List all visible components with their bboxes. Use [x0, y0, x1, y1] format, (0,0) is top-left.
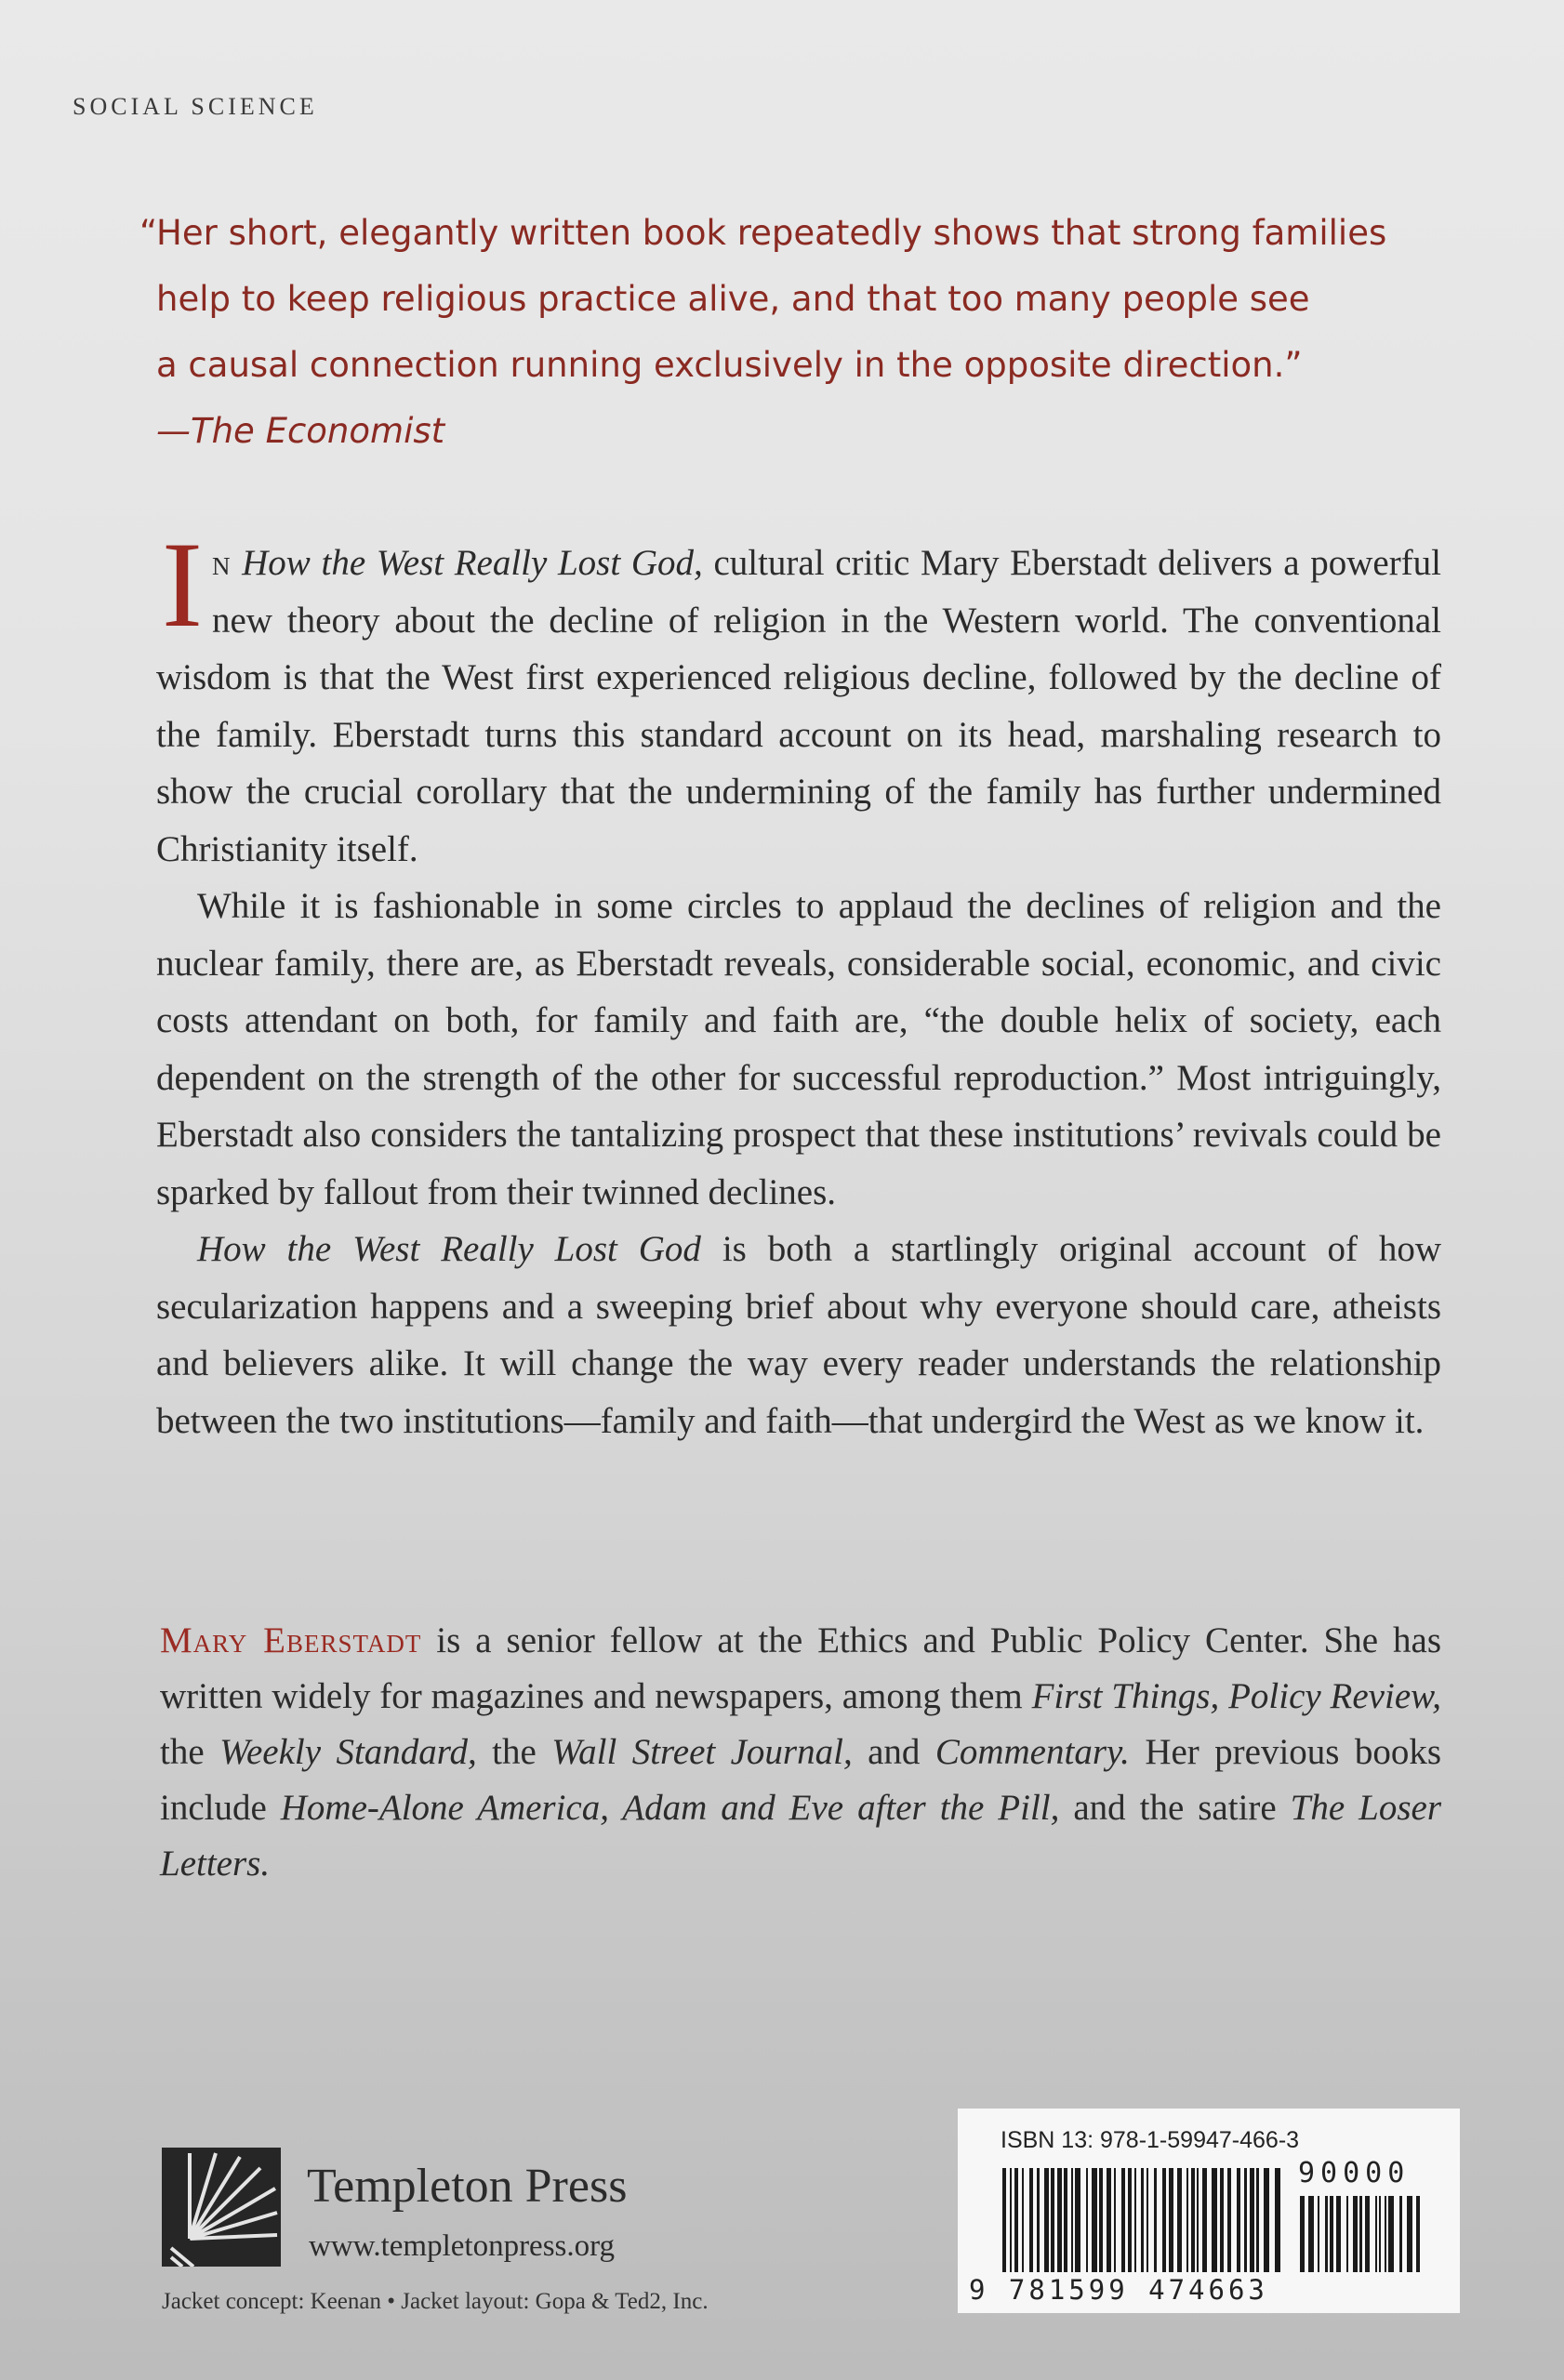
book-title: How the West Really Lost God, — [242, 543, 703, 583]
bio-text: and — [868, 1732, 921, 1772]
bio-text: the — [160, 1732, 205, 1772]
review-quote — [139, 200, 1395, 464]
paragraph-text: cultural critic Mary Eberstadt delivers a powerful new theory about the decline of religion in the Western world. The conventional wisdom is that the West first experienced religious decline, followed by the decline of the family. Eberstadt turns this standard account on its head, marshaling research to show the crucial corollary that the undermining of the family has further undermined Christianity itself. — [156, 543, 1442, 869]
publication-title: Wall Street Journal, — [551, 1732, 853, 1772]
book-title: Home-Alone America, Adam and Eve after the Pill, — [280, 1788, 1060, 1828]
paragraph-text: is both a startlingly original account of how secularization happens and a sweeping brief about why everyone should care, atheists and believers alike. It will change the way every reader understands the relationship between the two institutions—family and faith—that undergird the West as we know it. — [156, 1229, 1442, 1441]
barcode-digits: 9 781599 474663 — [969, 2274, 1268, 2306]
description-paragraph: While it is fashionable in some circles to applaud the declines of religion and the nuclear family, there are, as Eberstadt reveals, considerable social, economic, and civic costs attendant on both, for family and faith are, “the double helix of society, each dependent on the strength of the other for successful reproduction.” Most intriguingly, Eberstadt also considers the tantalizing prospect that these institutions’ revivals could be sparked by fallout from their twinned declines. — [156, 886, 1441, 1212]
publication-title: Policy Review, — [1228, 1676, 1442, 1716]
quote-line: “Her short, elegantly written book repeatedly shows that strong families — [139, 213, 1387, 253]
book-description — [156, 516, 1442, 1449]
author-name: Mary Eberstadt — [160, 1620, 422, 1660]
jacket-credits: Jacket concept: Keenan • Jacket layout: Gopa & Ted2, Inc. — [162, 2289, 709, 2314]
publisher-block — [162, 2148, 813, 2287]
bio-text: the — [492, 1732, 537, 1772]
price-code: 90000 — [1298, 2157, 1411, 2189]
bio-text: is a senior fellow at the Ethics and Public Policy Center. She has written widely for magazines and newspapers, among them — [160, 1620, 1442, 1716]
publisher-name: Templeton Press — [307, 2160, 628, 2213]
lead-in: n — [211, 543, 232, 583]
publisher-url[interactable]: www.templetonpress.org — [309, 2229, 616, 2263]
templeton-sunburst-icon — [162, 2148, 281, 2267]
book-title: The Loser Letters. — [160, 1788, 1441, 1884]
quote-line: help to keep religious practice alive, and that too many people see — [156, 279, 1310, 319]
book-title: How the West Really Lost God — [197, 1229, 701, 1269]
description-paragraph — [156, 516, 1442, 878]
drop-cap: I — [162, 516, 203, 653]
quote-attribution: —The Economist — [156, 411, 445, 451]
bio-text: Her previous books include — [160, 1732, 1442, 1828]
publication-title: Weekly Standard, — [219, 1732, 477, 1772]
publication-title: Commentary. — [934, 1732, 1130, 1772]
description-paragraph — [156, 1221, 1441, 1449]
isbn-barcode — [958, 2109, 1460, 2313]
bio-text: and the satire — [1073, 1788, 1277, 1828]
isbn-label: ISBN 13: 978-1-59947-466-3 — [1001, 2127, 1300, 2153]
category-label: SOCIAL SCIENCE — [73, 93, 318, 120]
quote-line: a causal connection running exclusively in the opposite direction.” — [156, 345, 1303, 385]
author-bio — [160, 1613, 1441, 1892]
publication-title: First Things, — [1031, 1676, 1220, 1716]
